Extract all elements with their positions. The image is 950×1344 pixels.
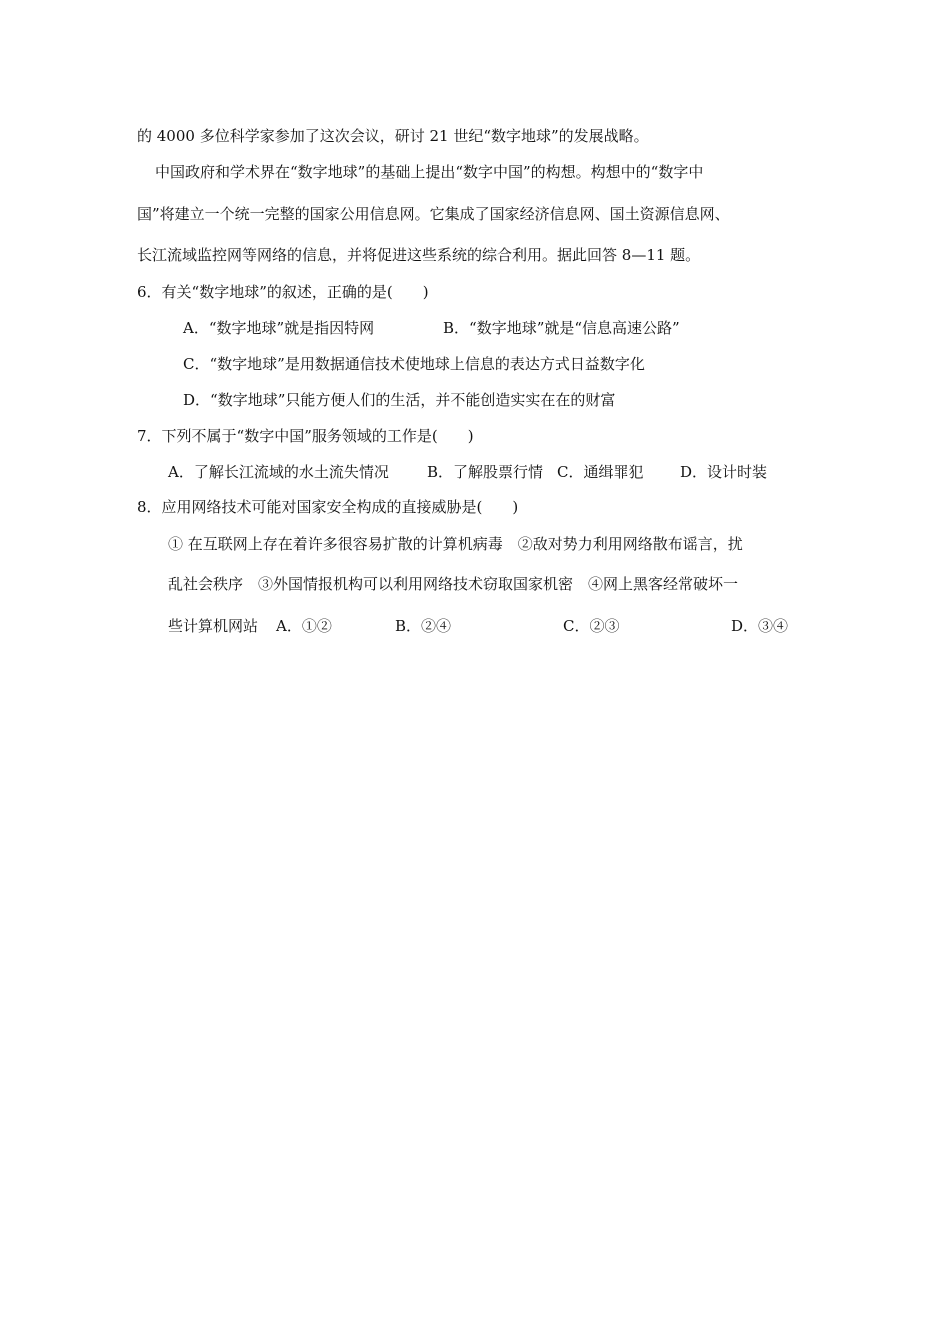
question-8-statement-line-3: 些计算机网站 <box>168 617 259 635</box>
question-8-option-a: A．①② <box>276 617 332 635</box>
question-7-option-c: C．通缉罪犯 <box>557 463 644 481</box>
question-6-option-a: A．“数字地球”就是指因特网 <box>183 319 375 337</box>
question-7-option-b: B．了解股票行情 <box>427 463 544 481</box>
question-6-option-b: B．“数字地球”就是“信息高速公路” <box>443 319 680 337</box>
question-7-option-a: A．了解长江流域的水土流失情况 <box>168 463 389 481</box>
question-8-option-d: D．③④ <box>731 617 789 635</box>
question-6-stem: 6．有关“数字地球”的叙述，正确的是( ) <box>137 283 429 301</box>
question-8-option-b: B．②④ <box>395 617 452 635</box>
passage-line-1: 的 4000 多位科学家参加了这次会议，研讨 21 世纪“数字地球”的发展战略。 <box>137 127 649 145</box>
question-8-statement-line-2: 乱社会秩序 ③外国情报机构可以利用网络技术窃取国家机密 ④网上黑客经常破坏一 <box>168 575 739 593</box>
question-8-stem: 8．应用网络技术可能对国家安全构成的直接威胁是( ) <box>137 498 519 516</box>
question-8-statement-line-1: ① 在互联网上存在着许多很容易扩散的计算机病毒 ②敌对势力利用网络散布谣言，扰 <box>168 535 743 553</box>
question-6-option-d: D．“数字地球”只能方便人们的生活，并不能创造实实在在的财富 <box>183 391 616 409</box>
question-7-option-d: D．设计时装 <box>680 463 768 481</box>
question-8-option-c: C．②③ <box>563 617 620 635</box>
question-7-stem: 7．下列不属于“数字中国”服务领域的工作是( ) <box>137 427 474 445</box>
passage-line-2: 中国政府和学术界在“数字地球”的基础上提出“数字中国”的构想。构想中的“数字中 <box>155 163 704 181</box>
question-6-option-c: C．“数字地球”是用数据通信技术使地球上信息的表达方式日益数字化 <box>183 355 645 373</box>
passage-line-4: 长江流域监控网等网络的信息，并将促进这些系统的综合利用。据此回答 8—11 题。 <box>137 246 701 264</box>
passage-line-3: 国”将建立一个统一完整的国家公用信息网。它集成了国家经济信息网、国土资源信息网、 <box>137 205 730 223</box>
